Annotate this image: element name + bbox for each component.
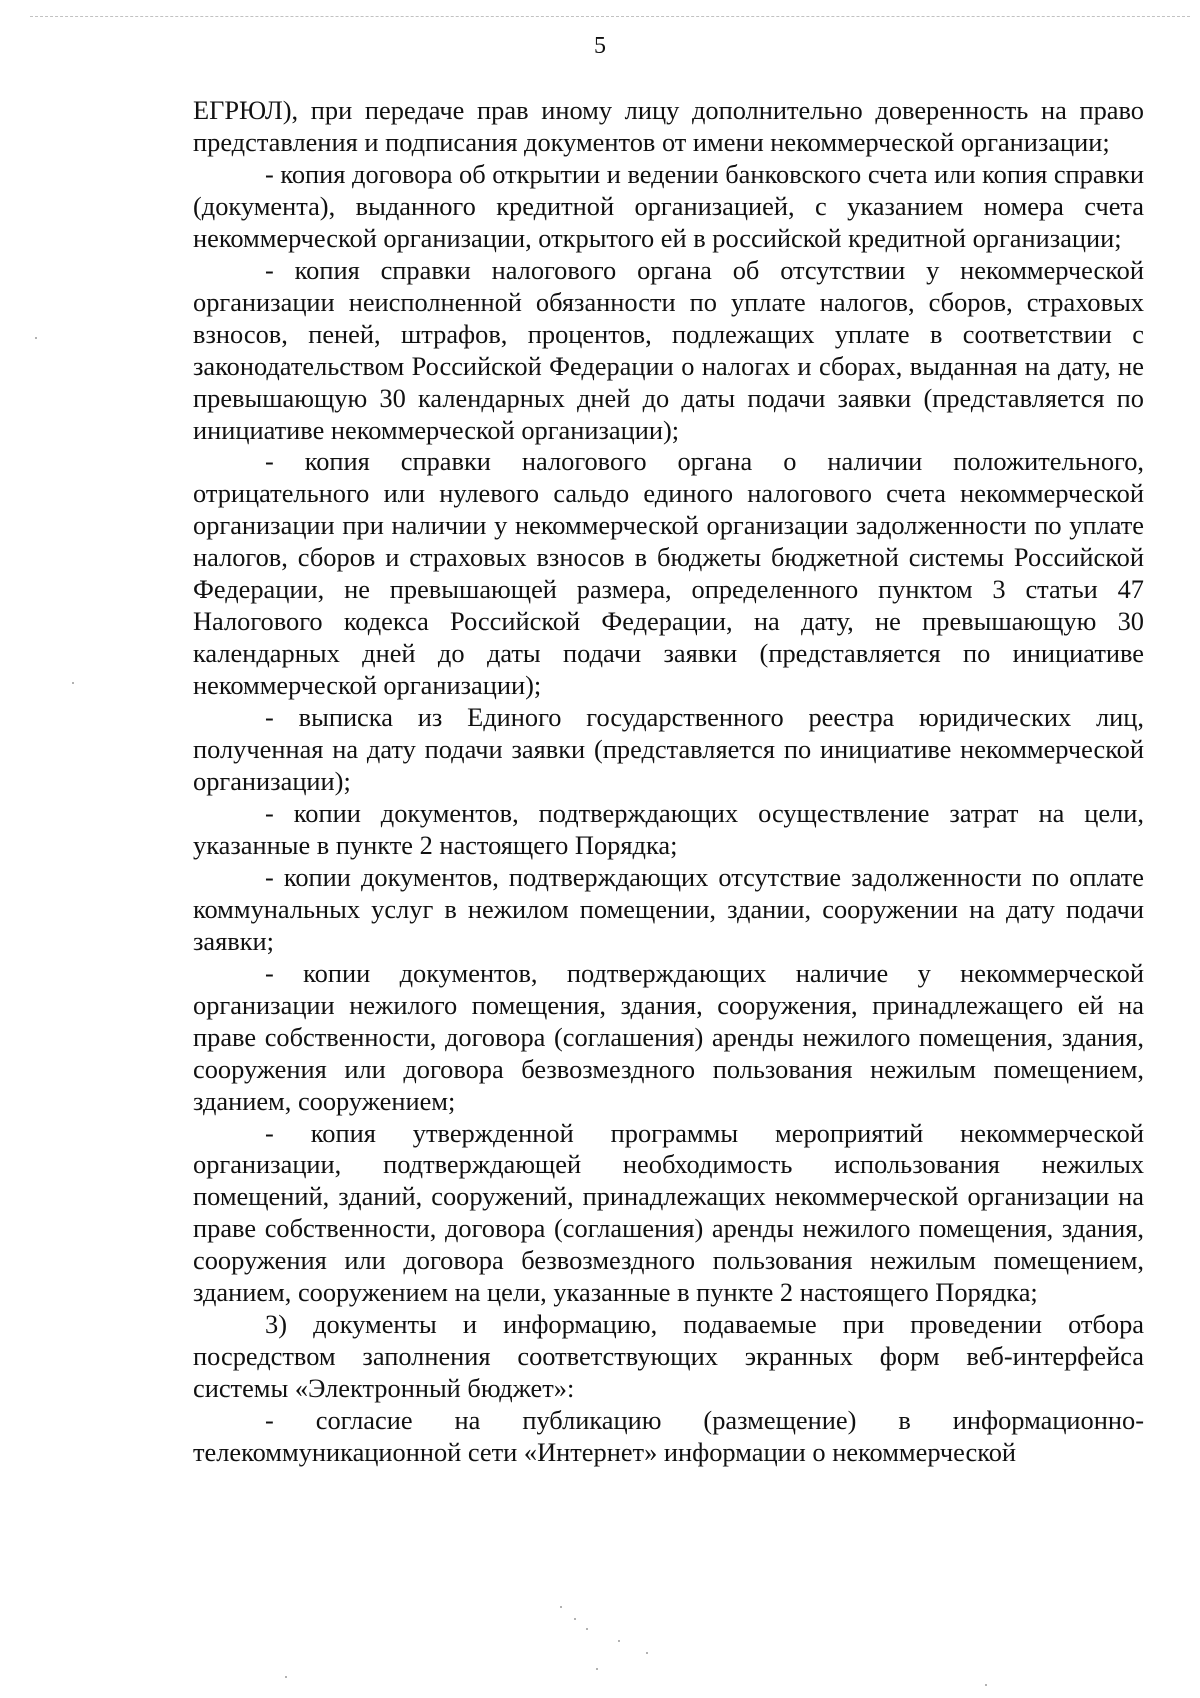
paragraph-publication-consent: - согласие на публикацию (размещение) в информационно-телекоммуникационной сети «Интернет» информации о некоммерческой [193,1405,1144,1468]
paragraph-program-copy: - копия утвержденной программы мероприятий некоммерческой организации, подтверждающей необходимость использования нежилых помещений, зданий, сооружений, принадлежащих некоммерческой организации на праве собственности, договора (соглашения) аренды нежилого помещения, здания, сооружения или договора безвозмездного пользования нежилым помещением, зданием, сооружением на цели, указанные в пункте 2 настоящего Порядка; [193,1117,1144,1308]
scan-speck [560,1606,562,1608]
paragraph-expense-documents: - копии документов, подтверждающих осуществление затрат на цели, указанные в пункте 2 настоящего Порядка; [193,797,1144,860]
scan-speck [574,1618,576,1620]
paragraph-egrul-extract: - выписка из Единого государственного реестра юридических лиц, полученная на дату подачи заявки (представляется по инициативе некоммерческой организации); [193,702,1144,797]
scan-speck [646,1652,648,1654]
scan-speck [618,1640,620,1642]
page-number: 5 [594,33,606,59]
paragraph-utility-debt-documents: - копии документов, подтверждающих отсутствие задолженности по оплате коммунальных услуг в нежилом помещении, здании, сооружении на дату подачи заявки; [193,861,1144,956]
paragraph-tax-no-debt-certificate: - копия справки налогового органа об отсутствии у некоммерческой организации неисполненной обязанности по уплате налогов, сборов, страховых взносов, пеней, штрафов, процентов, подлежащих уплате в соответствии с законодательством Российской Федерации о налогах и сборах, выданная на дату, не превышающую 30 календарных дней до даты подачи заявки (представляется по инициативе некоммерческой организации); [193,254,1144,445]
scan-speck [586,1628,588,1630]
scan-speck [985,1684,987,1686]
scan-edge-line [30,16,1190,17]
paragraph-bank-account-copy: - копия договора об открытии и ведении банковского счета или копия справки (документа), выданного кредитной организацией, с указанием номера счета некоммерческой организации, открытого ей в российской кредитной организации; [193,158,1144,253]
scan-speck [596,1668,598,1670]
paragraph-item-3-electronic-budget: 3) документы и информацию, подаваемые при проведении отбора посредством заполнения соответствующих экранных форм веб-интерфейса системы «Электронный бюджет»: [193,1309,1144,1404]
paragraph-premises-documents: - копии документов, подтверждающих наличие у некоммерческой организации нежилого помещения, здания, сооружения, принадлежащего ей на праве собственности, договора (соглашения) аренды нежилого помещения, здания, сооружения или договора безвозмездного пользования нежилым помещением, зданием, сооружением; [193,957,1144,1116]
scan-speck [72,682,74,684]
document-body [193,95,1144,1469]
scan-speck [35,337,37,339]
paragraph-tax-balance-certificate: - копия справки налогового органа о наличии положительного, отрицательного или нулевого сальдо единого налогового счета некоммерческой организации при наличии у некоммерческой организации задолженности по уплате налогов, сборов и страховых взносов в бюджеты бюджетной системы Российской Федерации, не превышающей размера, определенного пунктом 3 статьи 47 Налогового кодекса Российской Федерации, на дату, не превышающую 30 календарных дней до даты подачи заявки (представляется по инициативе некоммерческой организации); [193,446,1144,701]
scan-speck [285,1676,287,1678]
paragraph-continuation: ЕГРЮЛ), при передаче прав иному лицу дополнительно доверенность на право представления и подписания документов от имени некоммерческой организации; [193,95,1144,157]
